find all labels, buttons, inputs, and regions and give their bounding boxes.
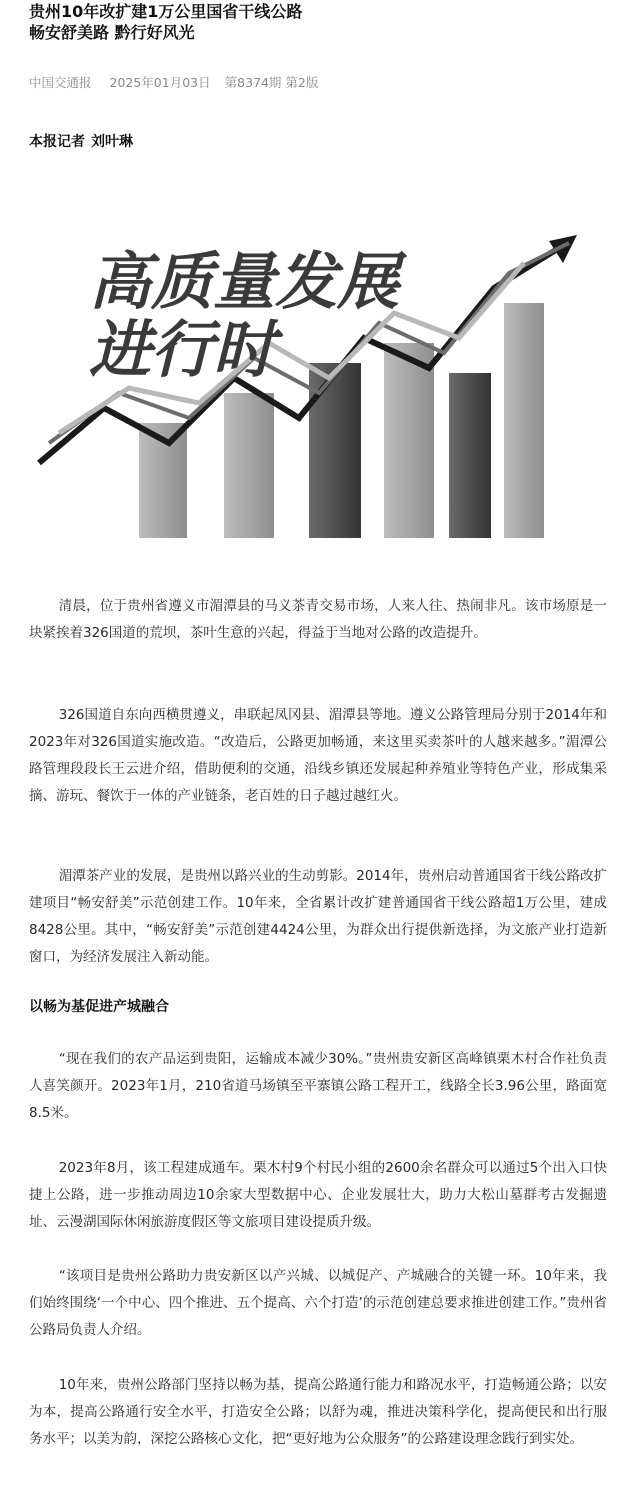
- headline-line-1: 贵州10年改扩建1万公里国省干线公路: [29, 2, 303, 21]
- paragraph: 326国道自东向西横贯遵义，串联起凤冈县、湄潭县等地。遵义公路管理局分别于2014年和2023年对326国道实施改造。“改造后，公路更加畅通，来这里买卖茶叶的人越来越多。”湄潭公路管理段段长王云进介绍，借助便利的交通，沿线乡镇还发展起种养殖业等特色产业，形成集采摘、游玩、餐饮于一体的产业链条，老百姓的日子越过越红火。: [29, 707, 607, 804]
- hero-text-line-1: 高质量发展: [89, 245, 400, 318]
- paragraph: 清晨，位于贵州省遵义市湄潭县的马义茶青交易市场，人来人往、热闹非凡。该市场原是一块紧挨着326国道的荒坝，茶叶生意的兴起，得益于当地对公路的改造提升。: [29, 598, 607, 641]
- source-name: 中国交通报: [29, 75, 92, 90]
- hero-bar: [309, 363, 361, 538]
- article-meta: [29, 73, 318, 91]
- paragraph: 10年来，贵州公路部门坚持以畅为基，提高公路通行能力和路况水平，打造畅通公路；以安为本，提高公路通行安全水平，打造安全公路；以舒为魂，推进决策科学化，提高便民和出行服务水平；以美为韵，深挖公路核心文化，把“更好地为公众服务”的公路建设理念践行到实处。: [29, 1377, 607, 1447]
- byline-name: 刘叶琳: [91, 134, 133, 150]
- paragraph: 2023年8月，该工程建成通车。栗木村9个村民小组的2600余名群众可以通过5个出入口快捷上公路，进一步推动周边10余家大型数据中心、企业发展壮大，助力大松山墓群考古发掘遗址、云漫湖国际休闲旅游度假区等文旅项目建设提质升级。: [29, 1160, 607, 1230]
- paragraph: “该项目是贵州公路助力贵安新区以产兴城、以城促产、产城融合的关键一环。10年来，我们始终围绕‘一个中心、四个推进、五个提高、六个打造’的示范创建总要求推进创建工作。”贵州省公路局负责人介绍。: [29, 1268, 607, 1338]
- section-subheading: 以畅为基促进产城融合: [29, 999, 169, 1015]
- paragraph: 湄潭茶产业的发展，是贵州以路兴业的生动剪影。2014年，贵州启动普通国省干线公路改扩建项目“畅安舒美”示范创建工作。10年来，全省累计改扩建普通国省干线公路超1万公里，建成8428公里。其中，“畅安舒美”示范创建4424公里，为群众出行提供新选择，为文旅产业打造新窗口，为经济发展注入新动能。: [29, 868, 607, 965]
- hero-text-line-2: 进行时: [89, 313, 276, 386]
- hero-illustration: [29, 193, 605, 568]
- headline-line-2: 畅安舒美路 黔行好风光: [29, 23, 195, 42]
- hero-bar: [504, 303, 544, 538]
- byline-label: 本报记者: [29, 134, 85, 150]
- hero-bar: [449, 373, 491, 538]
- publish-date: 2025年01月03日: [109, 75, 211, 90]
- hero-bar: [384, 343, 434, 538]
- hero-bar: [224, 393, 274, 538]
- issue-info: 第8374期 第2版: [224, 75, 319, 90]
- byline: [29, 131, 133, 151]
- paragraph: “现在我们的农产品运到贵阳，运输成本减少30%。”贵州贵安新区高峰镇栗木村合作社负责人喜笑颜开。2023年1月，210省道马场镇至平寨镇公路工程开工，线路全长3.96公里，路面宽8.5米。: [29, 1051, 607, 1121]
